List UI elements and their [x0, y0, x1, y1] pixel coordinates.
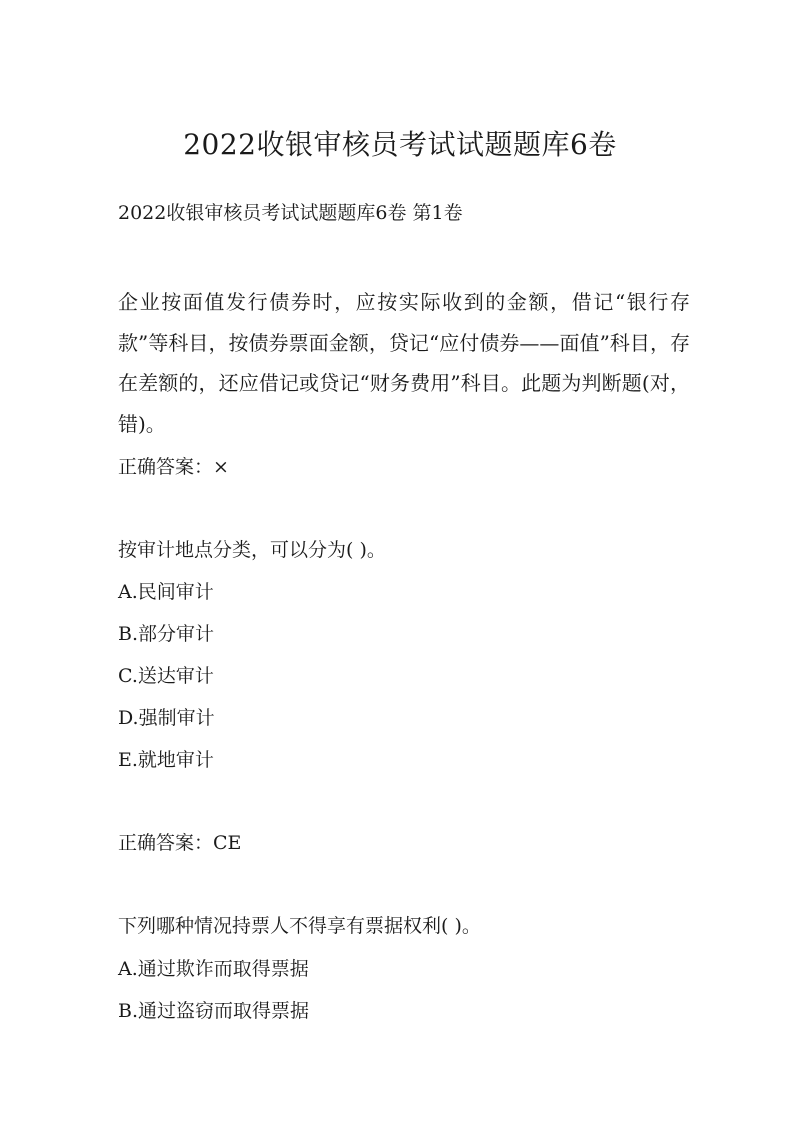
- document-subtitle: 2022收银审核员考试试题题库6卷 第1卷: [118, 202, 463, 224]
- question-2-stem: 按审计地点分类，可以分为( )。: [118, 539, 386, 561]
- question-3-stem: 下列哪种情况持票人不得享有票据权利( )。: [118, 915, 481, 937]
- document-title: 2022收银审核员考试试题题库6卷: [183, 128, 617, 161]
- question-2-option-a: A.民间审计: [118, 581, 214, 603]
- question-2-answer: 正确答案：CE: [118, 832, 242, 854]
- question-2-option-e: E.就地审计: [118, 749, 214, 771]
- question-3-option-a: A.通过欺诈而取得票据: [118, 958, 309, 980]
- question-2-option-c: C.送达审计: [118, 665, 214, 687]
- question-1-stem: 企业按面值发行债券时，应按实际收到的金额，借记“银行存款”等科目，按债券票面金额，贷记“应付债券——面值”科目，存在差额的，还应借记或贷记“财务费用”科目。此题为判断题(对，错)。: [118, 290, 690, 436]
- question-2-option-d: D.强制审计: [118, 707, 215, 729]
- question-3-option-b: B.通过盗窃而取得票据: [118, 1000, 310, 1022]
- question-1-answer: 正确答案：×: [118, 456, 229, 478]
- question-2-option-b: B.部分审计: [118, 623, 215, 645]
